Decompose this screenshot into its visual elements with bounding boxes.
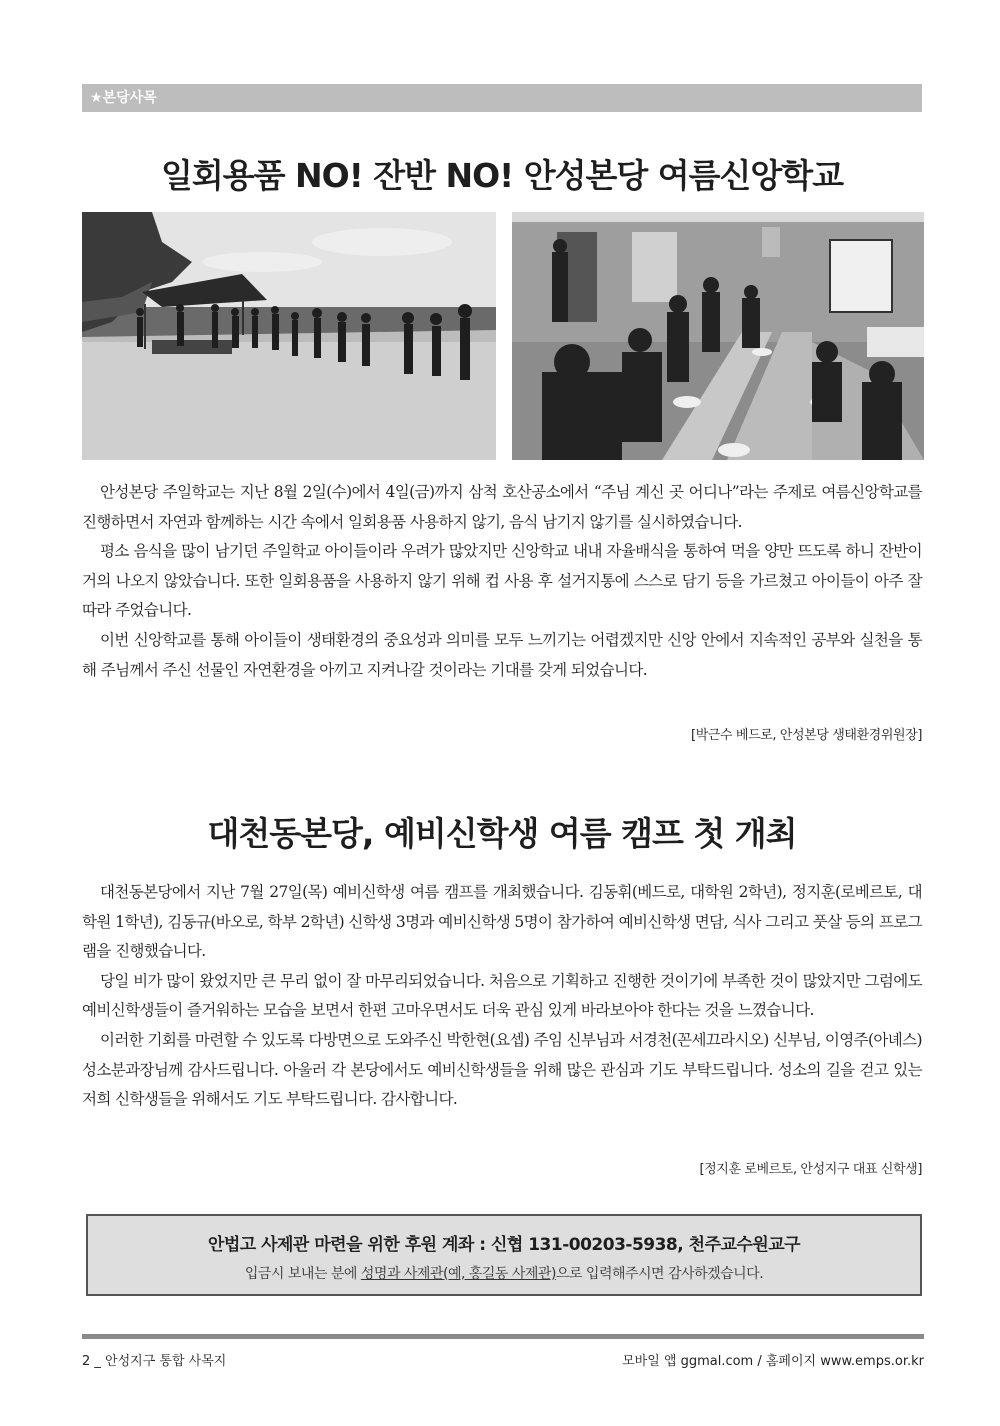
article1-paragraph: 안성본당 주일학교는 지난 8월 2일(수)에서 4일(금)까지 삼척 호산공소에서 “주님 계신 곳 어디나”라는 주제로 여름신앙학교를 진행하면서 자연과 함께하는 시간 속에서 일회용품 사용하지 않기, 음식 남기지 않기를 실시하였습니다. (82, 483, 922, 531)
donation-instruction-prefix: 입금시 보내는 분에 (244, 1266, 361, 1282)
article1-byline: [박근수 베드로, 안성본당 생태환경위원장] (691, 728, 922, 743)
donation-instruction-suffix: 으로 입력해주시면 감사하겠습니다. (555, 1266, 764, 1282)
donation-notice-box (86, 1214, 922, 1296)
section-label-bar (82, 84, 922, 112)
article2-title: 대천동본당, 예비신학생 여름 캠프 첫 개최 (207, 814, 797, 853)
article1-body (82, 478, 922, 685)
footer-links: 모바일 앱 ggmal.com / 홈페이지 www.emps.or.kr (622, 1354, 924, 1369)
footer-page-info: 2 _ 안성지구 통합 사목지 (82, 1354, 227, 1369)
article2-paragraph: 대천동본당에서 지난 7월 27일(목) 예비신학생 여름 캠프를 개최했습니다. 김동휘(베드로, 대학원 2학년), 정지훈(로베르토, 대학원 1학년), 김동규(바오로, 학부 2학년) 신학생 3명과 예비신학생 5명이 참가하여 예비신학생 면담, 식사 그리고 풋살 등의 프로그램을 진행했습니다. (82, 883, 922, 961)
article1-paragraph: 평소 음식을 많이 남기던 주일학교 아이들이라 우려가 많았지만 신앙학교 내내 자율배식을 통하여 먹을 양만 뜨도록 하니 잔반이 거의 나오지 않았습니다. 또한 일회용품을 사용하지 않기 위해 컵 사용 후 설거지통에 스스로 담기 등을 가르쳤고 아이들이 아주 잘 따라 주었습니다. (82, 542, 922, 620)
article1-paragraph: 이번 신앙학교를 통해 아이들이 생태환경의 중요성과 의미를 모두 느끼기는 어렵겠지만 신앙 안에서 지속적인 공부와 실천을 통해 주님께서 주신 선물인 자연환경을 아끼고 지켜나갈 것이라는 기대를 갖게 되었습니다. (82, 630, 922, 679)
article1-title: 일회용품 NO! 잔반 NO! 안성본당 여름신앙학교 (161, 156, 843, 195)
donation-account-line: 안법고 사제관 마련을 위한 후원 계좌 : 신협 131-00203-5938, 천주교수원교구 (207, 1235, 801, 1255)
beach-activity-photo (82, 212, 496, 460)
article2-paragraph: 당일 비가 많이 왔었지만 큰 무리 없이 잘 마무리되었습니다. 처음으로 기획하고 진행한 것이기에 부족한 것이 많았지만 그럼에도 예비신학생들이 즐거워하는 모습을 보면서 한편 고마우면서도 더욱 관심 있게 바라보아야 한다는 것을 느꼈습니다. (82, 971, 922, 1020)
donation-instruction-line (88, 1263, 920, 1283)
article2-body (82, 878, 922, 1115)
indoor-meal-photo (512, 212, 924, 460)
footer-divider (82, 1334, 924, 1339)
article2-byline: [정지훈 로베르토, 안성지구 대표 신학생] (699, 1162, 922, 1177)
section-label: ★본당사목 (90, 90, 157, 106)
donation-instruction-underlined: 성명과 사제관(예, 홍길동 사제관) (360, 1266, 556, 1282)
article2-paragraph: 이러한 기회를 마련할 수 있도록 다방면으로 도와주신 박한현(요셉) 주임 신부님과 서경천(꼰세끄라시오) 신부님, 이영주(아녜스) 성소분과장님께 감사드립니다. 아울러 각 본당에서도 예비신학생들을 위해 많은 관심과 기도 부탁드립니다. 성소의 길을 걷고 있는 저희 신학생들을 위해서도 기도 부탁드립니다. 감사합니다. (82, 1030, 922, 1109)
